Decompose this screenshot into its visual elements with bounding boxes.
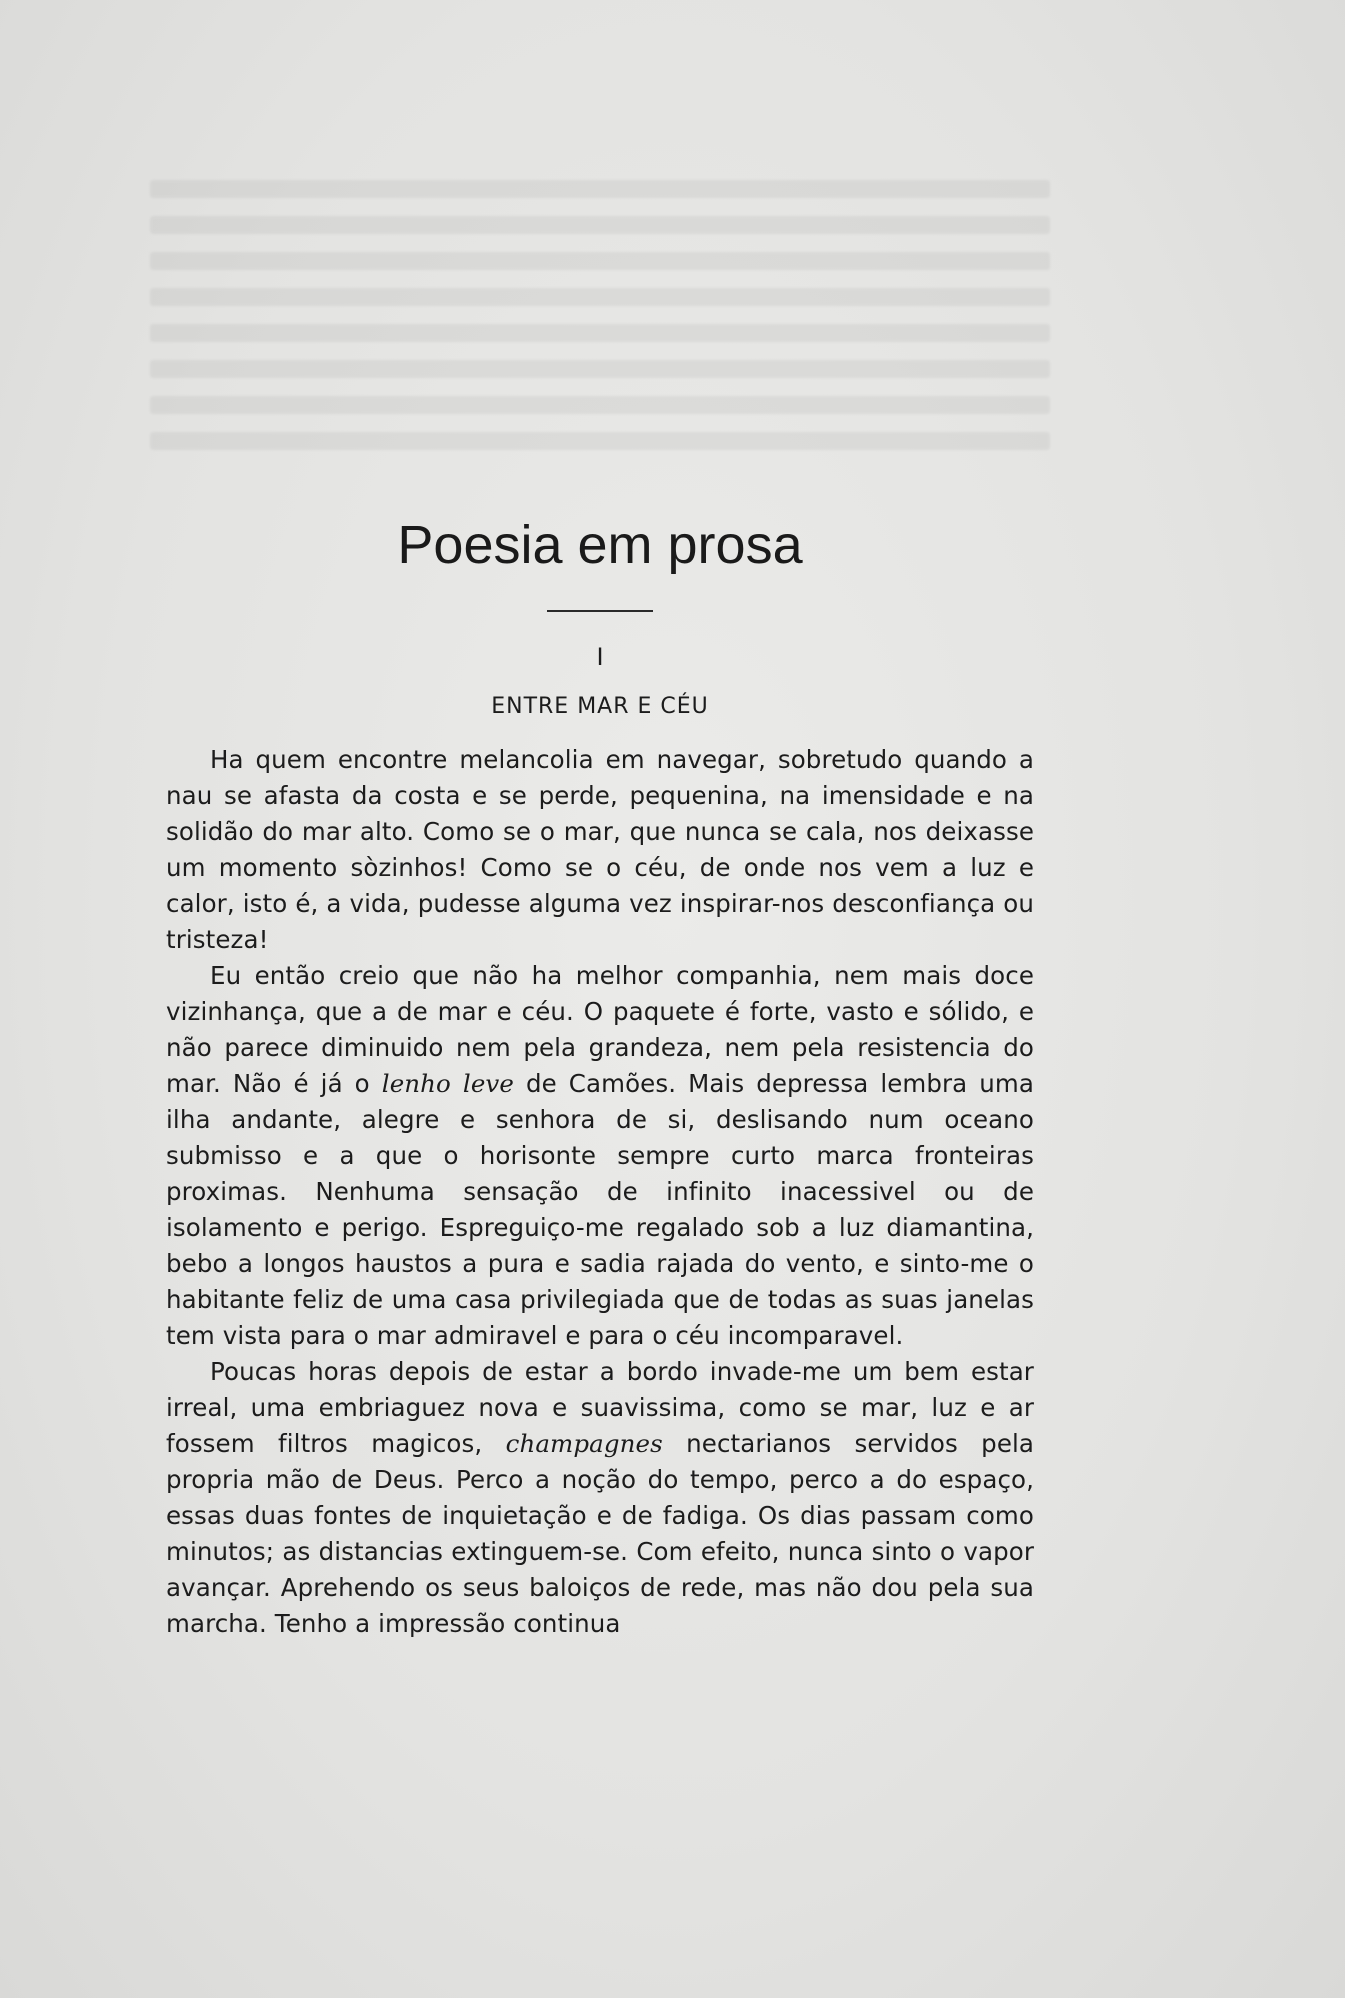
show-through-texture xyxy=(150,180,1050,540)
paragraph-3-text-b: nectarianos servidos pela propria mão de Deus. Perco a noção do tempo, perco a do espaço, essas duas fontes de inquietação e de fadiga. Os dias passam como minutos; as distancias extinguem-se. Com efeito, nunca sinto o vapor avançar. Aprehendo os seus baloiços de rede, mas não dou pela sua marcha. Tenho a impressão continua xyxy=(166,1429,1035,1638)
paragraph-2-italic: lenho leve xyxy=(381,1069,514,1098)
paragraph-2 xyxy=(166,958,1034,1354)
paragraph-2-text-a: Eu então creio que não ha melhor companhia, nem mais doce vizinhança, que a de mar e céu. O paquete é forte, vasto e sólido, e não parece diminuido nem pela grandeza, nem pela resistencia do mar. Não é já o xyxy=(166,961,1034,1098)
paragraph-3-italic: champagnes xyxy=(505,1429,663,1458)
paragraph-1 xyxy=(166,742,1034,958)
paragraph-2-text-b: de Camões. Mais depressa lembra uma ilha andante, alegre e senhora de si, deslisando num oceano submisso e a que o horisonte sempre curto marca fronteiras proximas. Nenhuma sensação de infinito inacessivel ou de isolamento e perigo. Espreguiço-me regalado sob a luz diamantina, bebo a longos haustos a pura e sadia rajada do vento, e sinto-me o habitante feliz de uma casa privilegiada que de todas as suas janelas tem vista para o mar admiravel e para o céu incomparavel. xyxy=(166,1069,1034,1350)
paragraph-3 xyxy=(166,1354,1034,1642)
page-title: Poesia em prosa xyxy=(397,515,803,575)
section-title: ENTRE MAR E CÉU xyxy=(491,694,709,719)
section-number: I xyxy=(596,643,604,671)
page-content xyxy=(166,510,1034,1642)
paragraph-3-text-a: Poucas horas depois de estar a bordo invade-me um bem estar irreal, uma embriaguez nova e suavissima, como se mar, luz e ar fossem filtros magicos, xyxy=(166,1357,1034,1458)
title-rule xyxy=(547,610,653,612)
paragraph-1-text: Ha quem encontre melancolia em navegar, sobretudo quando a nau se afasta da costa e se perde, pequenina, na imensidade e na solidão do mar alto. Como se o mar, que nunca se cala, nos deixasse um momento sòzinhos! Como se o céu, de onde nos vem a luz e calor, isto é, a vida, pudesse alguma vez inspirar-nos desconfiança ou tristeza! xyxy=(166,745,1034,954)
